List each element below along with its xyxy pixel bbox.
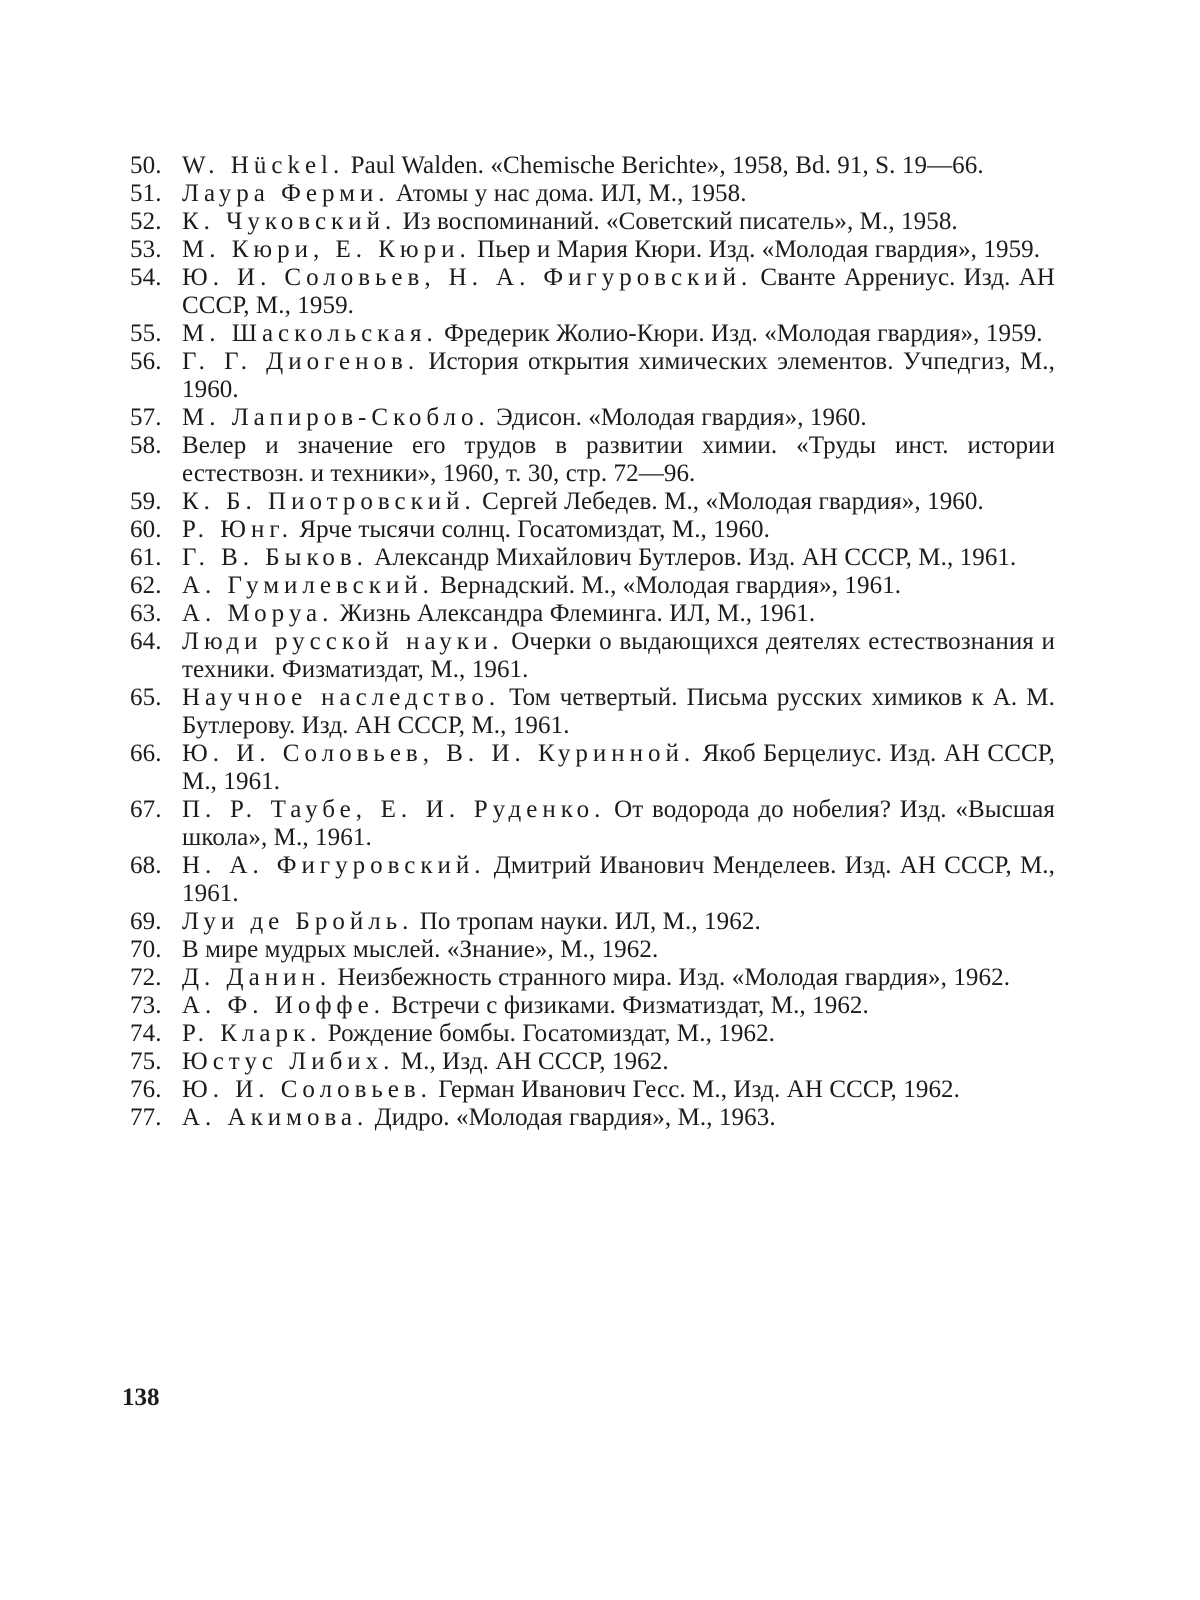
reference-author: Ю. И. Соловьев. [182,1076,432,1103]
list-item [130,1048,1055,1076]
list-item [130,936,1055,964]
reference-number: 60. [130,516,162,543]
list-item [130,516,1055,544]
list-item [130,992,1055,1020]
page-number: 138 [122,1384,160,1411]
reference-text: Сванте Аррениус. Изд. АН СССР, М., 1959. [182,264,1055,319]
reference-number: 76. [130,1076,162,1103]
list-item [130,1020,1055,1048]
reference-text: Рождение бомбы. Госатомиздат, М., 1962. [327,1020,776,1047]
reference-author: Луи де Бройль. [182,908,414,935]
reference-number: 59. [130,488,162,515]
reference-text: Якоб Берцелиус. Изд. АН СССР, М., 1961. [182,740,1055,795]
reference-text: Жизнь Александра Флеминга. ИЛ, М., 1961. [339,600,816,627]
reference-author: А. Моруа. [182,600,334,627]
list-item [130,544,1055,572]
reference-text: Paul Walden. «Chemische Berichte», 1958, Bd. 91, S. 19—66. [350,152,984,179]
reference-author: Н. А. Фигуровский. [182,852,486,879]
reference-author: Р. Кларк. [182,1020,322,1047]
reference-text: Вернадский. М., «Молодая гвардия», 1961. [440,572,902,599]
list-item [130,572,1055,600]
reference-text: Герман Иванович Гесс. М., Изд. АН СССР, 1962. [438,1076,960,1103]
reference-author: Лаура Ферми. [182,180,390,207]
list-item [130,348,1055,404]
reference-text: По тропам науки. ИЛ, М., 1962. [419,908,761,935]
reference-text: Дмитрий Иванович Менделеев. Изд. АН СССР, М., 1961. [182,852,1055,907]
reference-author: П. Р. Таубе, Е. И. Руденко. [182,796,606,823]
reference-number: 69. [130,908,162,935]
reference-number: 74. [130,1020,162,1047]
reference-author: Р. Юнг. [182,516,294,543]
reference-number: 70. [130,936,162,963]
reference-number: 72. [130,964,162,991]
list-item [130,908,1055,936]
reference-number: 65. [130,684,162,711]
reference-number: 77. [130,1104,162,1131]
reference-text: Очерки о выдающихся деятелях естествознания и техники. Физматиздат, М., 1961. [182,628,1055,683]
list-item [130,600,1055,628]
reference-author: М. Лапиров-Скобло. [182,404,490,431]
list-item [130,1076,1055,1104]
reference-author: Люди русской науки. [182,628,504,655]
reference-text: Фредерик Жолио-Кюри. Изд. «Молодая гвардия», 1959. [444,320,1043,347]
reference-number: 61. [130,544,162,571]
reference-text: Александр Михайлович Бутлеров. Изд. АН СССР, М., 1961. [374,544,1017,571]
reference-number: 73. [130,992,162,1019]
reference-number: 68. [130,852,162,879]
reference-author: Ю. И. Соловьев, Н. А. Фигуровский. [182,264,753,291]
reference-author: Д. Данин. [182,964,332,991]
reference-number: 53. [130,236,162,263]
reference-text: Пьер и Мария Кюри. Изд. «Молодая гвардия», 1959. [477,236,1041,263]
reference-text: Из воспоминаний. «Советский писатель», М., 1958. [402,208,958,235]
reference-text: Встречи с физиками. Физматиздат, М., 1962. [391,992,869,1019]
list-item [130,320,1055,348]
reference-text: Велер и значение его трудов в развитии химии. «Труды инст. истории естествозн. и техники», 1960, т. 30, стр. 72—96. [182,432,1055,487]
list-item [130,628,1055,684]
reference-author: Г. Г. Диогенов. [182,348,420,375]
reference-number: 75. [130,1048,162,1075]
list-item [130,404,1055,432]
reference-author: А. Гумилевский. [182,572,434,599]
reference-text: М., Изд. АН СССР, 1962. [400,1048,669,1075]
reference-number: 52. [130,208,162,235]
reference-number: 54. [130,264,162,291]
list-item [130,1104,1055,1132]
reference-author: W. Hückel. [182,152,345,179]
reference-text: История открытия химических элементов. Учпедгиз, М., 1960. [182,348,1056,403]
reference-text: Том четвертый. Письма русских химиков к А. М. Бутлерову. Изд. АН СССР, М., 1961. [182,684,1055,739]
reference-text: Атомы у нас дома. ИЛ, М., 1958. [395,180,747,207]
reference-number: 51. [130,180,162,207]
list-item [130,964,1055,992]
reference-number: 56. [130,348,162,375]
reference-author: Юстус Либих. [182,1048,395,1075]
reference-number: 63. [130,600,162,627]
reference-text: Ярче тысячи солнц. Госатомиздат, М., 1960. [299,516,771,543]
list-item [130,264,1055,320]
reference-number: 64. [130,628,162,655]
reference-text: Неизбежность странного мира. Изд. «Молодая гвардия», 1962. [337,964,1011,991]
list-item [130,180,1055,208]
reference-text: В мире мудрых мыслей. «Знание», М., 1962. [182,936,659,963]
reference-number: 57. [130,404,162,431]
list-item [130,796,1055,852]
list-item [130,152,1055,180]
list-item [130,432,1055,488]
reference-author: А. Ф. Иоффе. [182,992,385,1019]
reference-author: М. Шаскольская. [182,320,438,347]
list-item [130,852,1055,908]
list-item [130,740,1055,796]
reference-author: Ю. И. Соловьев, В. И. Куринной. [182,740,696,767]
list-item [130,684,1055,740]
list-item [130,236,1055,264]
list-item [130,208,1055,236]
reference-number: 55. [130,320,162,347]
reference-text: Дидро. «Молодая гвардия», М., 1963. [374,1104,776,1131]
reference-number: 58. [130,432,162,459]
reference-number: 66. [130,740,162,767]
reference-author: А. Акимова. [182,1104,369,1131]
reference-text: Эдисон. «Молодая гвардия», 1960. [496,404,867,431]
reference-author: К. Чуковский. [182,208,397,235]
list-item [130,488,1055,516]
reference-author: К. Б. Пиотровский. [182,488,476,515]
reference-author: Научное наследство. [182,684,501,711]
reference-text: От водорода до нобелия? Изд. «Высшая школа», М., 1961. [182,796,1055,851]
reference-author: Г. В. Быков. [182,544,368,571]
reference-author: М. Кюри, Е. Кюри. [182,236,471,263]
reference-text: Сергей Лебедев. М., «Молодая гвардия», 1960. [482,488,984,515]
bibliography-list [130,152,1055,1132]
reference-number: 62. [130,572,162,599]
reference-number: 50. [130,152,162,179]
reference-number: 67. [130,796,162,823]
